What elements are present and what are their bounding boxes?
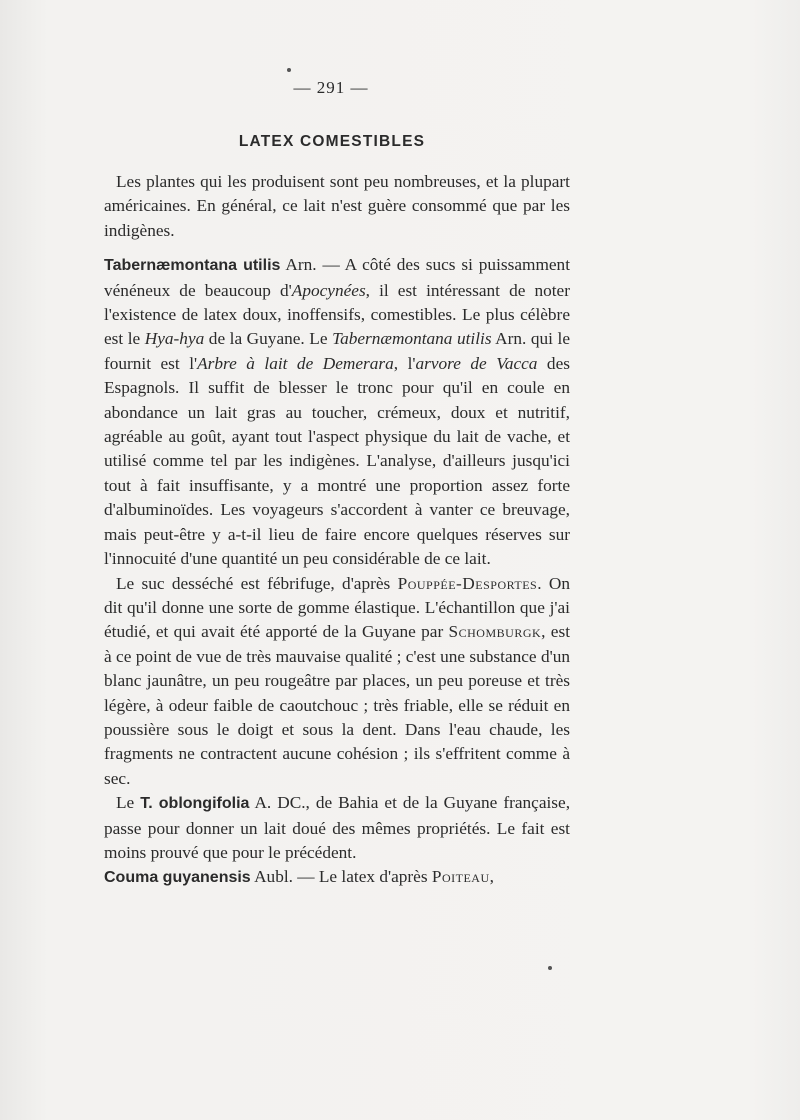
body-text	[104, 170, 570, 891]
text-run: des Espagnols. Il suffit de blesser le tronc pour qu'il en coule en abondance un lait gras au toucher, crémeux, doux et nutritif, agréable au goût, ayant tout l'aspect physique du lait de vache, et utilisé comme tel par les indigènes. L'analyse, d'ailleurs jusqu'ici tout à fait insuffisante, y a montré une proportion assez forte d'albuminoïdes. Les voyageurs s'accordent à vanter ce breuvage, mais peut-être y a-t-il lieu de faire encore quelques réserves sur l'innocuité d'une quantité un peu considérable de ce lait.	[104, 353, 570, 569]
paragraph-suc-desseche	[104, 572, 570, 792]
printer-mark	[287, 68, 291, 72]
author-name: Schomburgk	[448, 622, 542, 642]
taxon-name: T. oblongifolia	[140, 795, 250, 813]
page-number: — 291 —	[293, 78, 369, 97]
section-title: LATEX COMESTIBLES	[238, 133, 426, 150]
taxon-name: Couma guyanensis	[104, 869, 251, 887]
italic-term: Apocynées	[291, 280, 366, 300]
text-run: A. DC., de Bahia et de la Guyane française, passe pour donner un lait doué des mêmes propriétés. Le fait est moins prouvé que pour le précédent.	[104, 793, 571, 862]
text-run: Arn. — A côté des sucs si puissamment vénéneux de beaucoup d'	[104, 255, 570, 300]
paragraph-couma-guyanensis	[104, 865, 570, 890]
italic-term: Hya-hya	[144, 329, 205, 349]
author-name: Pouppée-Desportes	[397, 573, 538, 593]
text-run: Le	[116, 793, 141, 813]
paragraph-intro: Les plantes qui les produisent sont peu nombreuses, et la plupart américaines. En général, ce lait n'est guère consommé que par les indigènes.	[104, 172, 570, 240]
italic-term: arvore de Vacca	[415, 353, 538, 373]
text-run: Le suc desséché est fébrifuge, d'après	[116, 573, 398, 593]
paragraph-t-oblongifolia	[104, 791, 570, 865]
text-run: de la Guyane. Le	[204, 329, 333, 349]
text-run: . On dit qu'il donne une sorte de gomme élastique. L'échantillon que j'ai étudié, et qui avait été apporté de la Guyane par	[104, 573, 570, 642]
author-name: Poiteau	[431, 867, 490, 887]
paragraph-tabernaemontana-utilis	[104, 253, 570, 571]
text-run: , est à ce point de vue de très mauvaise qualité ; c'est une substance d'un blanc jaunâtre, un peu rougeâtre par places, un peu poreuse et très légère, à odeur faible de caoutchouc ; très friable, elle se réduit en poussière sous le doigt et sous la dent. Dans l'eau chaude, les fragments ne contractent aucune cohésion ; ils s'effritent comme à sec.	[104, 622, 571, 788]
printer-mark	[548, 966, 552, 970]
text-run: Arn. qui le fournit est l'	[104, 329, 570, 373]
text-run: , il est intéressant de noter l'existence de latex doux, inoffensifs, comestibles. Le plus célèbre est le	[104, 280, 570, 349]
text-run: ,	[489, 867, 494, 887]
text-run: , l'	[393, 353, 416, 373]
italic-term: Arbre à lait de Demerara	[197, 353, 394, 373]
italic-term: Tabernæmontana utilis	[332, 329, 492, 349]
text-run: Aubl. — Le latex d'après	[250, 867, 432, 887]
taxon-name: Tabernæmontana utilis	[104, 257, 281, 275]
